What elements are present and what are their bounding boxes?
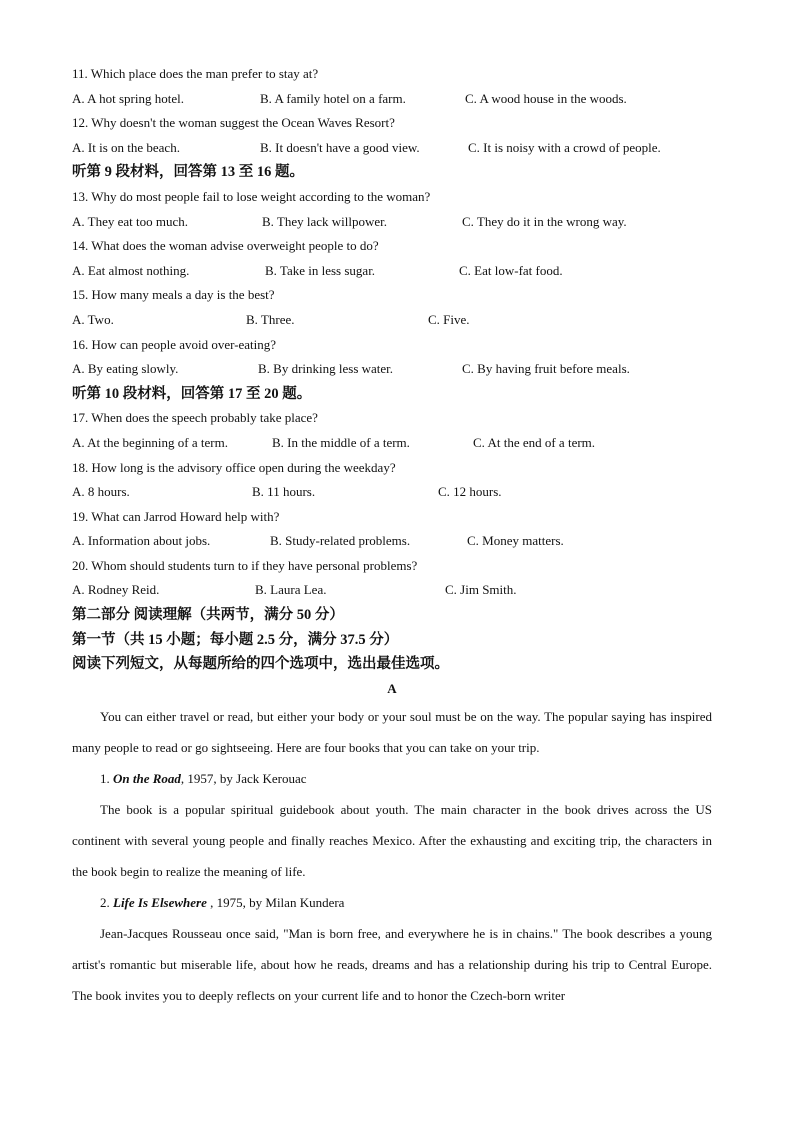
options-17 bbox=[72, 431, 712, 456]
heading-instruction: 阅读下列短文，从每题所给的四个选项中，选出最佳选项。 bbox=[72, 656, 449, 673]
question-20: 20. Whom should students turn to if they have personal problems? bbox=[72, 557, 418, 573]
option-b: B. A family hotel on a farm. bbox=[260, 90, 406, 106]
options-11 bbox=[72, 87, 712, 112]
book-2-heading bbox=[72, 887, 712, 918]
question-19: 19. What can Jarrod Howard help with? bbox=[72, 508, 280, 524]
book-1-number: 1. bbox=[100, 770, 113, 786]
heading-section-1: 第一节（共 15 小题；每小题 2.5 分，满分 37.5 分） bbox=[72, 631, 399, 648]
option-a: A. Eat almost nothing. bbox=[72, 262, 190, 278]
option-b: B. 11 hours. bbox=[252, 484, 316, 500]
options-19 bbox=[72, 529, 712, 554]
heading-material-10: 听第 10 段材料，回答第 17 至 20 题。 bbox=[72, 385, 312, 402]
option-b: B. It doesn't have a good view. bbox=[260, 139, 420, 155]
option-c: C. Jim Smith. bbox=[445, 582, 517, 598]
exam-page bbox=[72, 62, 712, 1011]
option-b: B. They lack willpower. bbox=[262, 213, 388, 229]
question-15: 15. How many meals a day is the best? bbox=[72, 287, 275, 303]
passage-intro: You can either travel or read, but either your body or your soul must be on the way. The popular saying has inspired many people to read or go sightseeing. Here are four books that you can take on your trip. bbox=[72, 708, 712, 755]
option-c: C. They do it in the wrong way. bbox=[462, 213, 627, 229]
book-2-title: Life Is Elsewhere bbox=[113, 894, 207, 910]
options-15 bbox=[72, 308, 712, 333]
question-17: 17. When does the speech probably take place? bbox=[72, 410, 318, 426]
option-a: A. At the beginning of a term. bbox=[72, 434, 228, 450]
option-a: A. Rodney Reid. bbox=[72, 582, 160, 598]
option-c: C. It is noisy with a crowd of people. bbox=[468, 139, 661, 155]
heading-part-2: 第二部分 阅读理解（共两节，满分 50 分） bbox=[72, 607, 344, 624]
options-20 bbox=[72, 578, 712, 603]
option-b: B. Three. bbox=[246, 311, 295, 327]
option-b: B. Study-related problems. bbox=[270, 533, 411, 549]
question-11: 11. Which place does the man prefer to stay at? bbox=[72, 66, 319, 81]
option-c: C. Eat low-fat food. bbox=[459, 262, 563, 278]
question-13: 13. Why do most people fail to lose weight according to the woman? bbox=[72, 188, 431, 204]
option-c: C. Five. bbox=[428, 311, 470, 327]
option-a: A. Two. bbox=[72, 311, 114, 327]
book-2-number: 2. bbox=[100, 894, 113, 910]
option-a: A. A hot spring hotel. bbox=[72, 90, 184, 106]
options-18 bbox=[72, 480, 712, 505]
question-16: 16. How can people avoid over-eating? bbox=[72, 336, 277, 352]
option-a: A. 8 hours. bbox=[72, 484, 130, 500]
passage-label: A bbox=[387, 680, 397, 696]
options-14 bbox=[72, 259, 712, 284]
question-14: 14. What does the woman advise overweight people to do? bbox=[72, 238, 379, 254]
book-1-heading bbox=[72, 763, 712, 794]
book-2-description: Jean-Jacques Rousseau once said, "Man is born free, and everywhere he is in chains." The book describes a young artist's romantic but miserable life, about how he reads, dreams and has a relationship during his trip to Central Europe. The book invites you to deeply reflects on your current life and to honor the Czech-born writer bbox=[72, 925, 712, 1003]
options-12 bbox=[72, 136, 712, 161]
option-c: C. By having fruit before meals. bbox=[462, 361, 630, 377]
book-1-description: The book is a popular spiritual guidebook about youth. The main character in the book drives across the US continent with several young people and finally reaches Mexico. After the exhausting and exciting trip, the characters in the book begin to realize the meaning of life. bbox=[72, 801, 712, 879]
option-c: C. 12 hours. bbox=[438, 484, 502, 500]
option-c: C. A wood house in the woods. bbox=[465, 90, 627, 106]
option-a: A. Information about jobs. bbox=[72, 533, 211, 549]
option-b: B. By drinking less water. bbox=[258, 361, 394, 377]
book-1-title: On the Road bbox=[113, 770, 181, 786]
option-c: C. Money matters. bbox=[467, 533, 564, 549]
options-13 bbox=[72, 210, 712, 235]
heading-material-9: 听第 9 段材料，回答第 13 至 16 题。 bbox=[72, 164, 304, 181]
option-c: C. At the end of a term. bbox=[473, 434, 596, 450]
option-a: A. It is on the beach. bbox=[72, 139, 180, 155]
question-12: 12. Why doesn't the woman suggest the Ocean Waves Resort? bbox=[72, 115, 395, 131]
book-2-meta: , 1975, by Milan Kundera bbox=[206, 894, 345, 910]
option-a: A. By eating slowly. bbox=[72, 361, 179, 377]
option-b: B. Take in less sugar. bbox=[265, 262, 376, 278]
option-a: A. They eat too much. bbox=[72, 213, 189, 229]
question-18: 18. How long is the advisory office open during the weekday? bbox=[72, 459, 396, 475]
option-b: B. In the middle of a term. bbox=[272, 434, 410, 450]
options-16 bbox=[72, 357, 712, 382]
option-b: B. Laura Lea. bbox=[255, 582, 327, 598]
book-1-meta: , 1957, by Jack Kerouac bbox=[180, 770, 307, 786]
